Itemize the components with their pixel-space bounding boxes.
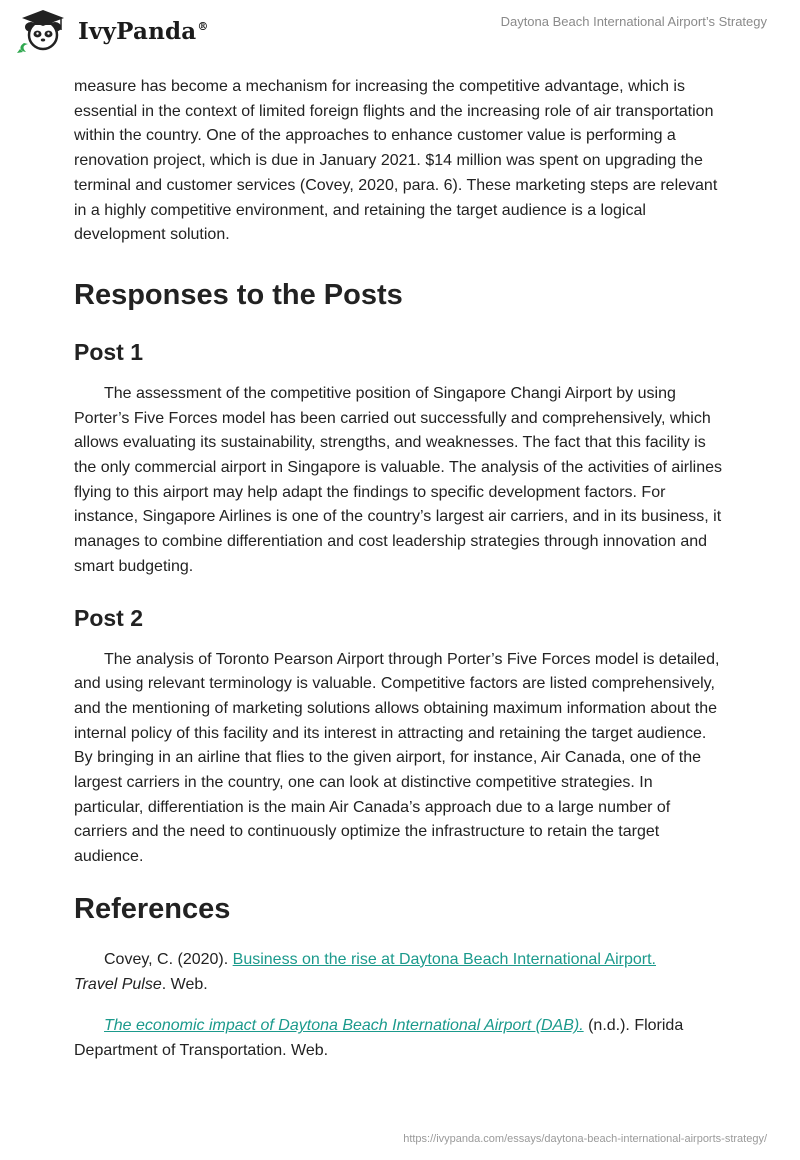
reference-fdot: The economic impact of Daytona Beach International Airport (DAB). (n.d.). Florida Department of Transportation. Web. xyxy=(74,1017,684,1059)
post-1-paragraph: The assessment of the competitive position of Singapore Changi Airport by using Porter’s Five Forces model has been carried out successfully and comprehensively, which allows evaluating its sustainability, strengths, and weaknesses. The fact that this facility is the only commercial airport in Singapore is valuable. The analysis of the activities of airlines flying to this airport may help adapt the findings to specific development factors. For instance, Singapore Airlines is one of the country’s largest air carriers, and in its business, it manages to combine differentiation and cost leadership strategies through innovation and smart budgeting. xyxy=(74,384,723,575)
responses-heading: Responses to the Posts xyxy=(74,278,403,311)
reference-covey-link[interactable]: Business on the rise at Daytona Beach International Airport. xyxy=(232,950,656,968)
post-2-heading: Post 2 xyxy=(74,604,144,631)
document-title: Daytona Beach International Airport’s Strategy xyxy=(500,14,767,29)
reference-fdot-link[interactable]: The economic impact of Daytona Beach International Airport (DAB). xyxy=(104,1017,584,1035)
references-heading: References xyxy=(74,892,231,925)
panda-graduate-icon xyxy=(14,8,72,54)
footer-url: https://ivypanda.com/essays/daytona-beach-international-airports-strategy/ xyxy=(403,1133,767,1145)
post-2-paragraph: The analysis of Toronto Pearson Airport through Porter’s Five Forces model is detailed, and using relevant terminology is valuable. Competitive factors are listed comprehensively, and the mentioning of marketing solutions allows obtaining maximum information about the internal policy of this facility and its interest in attracting and retaining the target audience. By bringing in an airline that flies to the given airport, for instance, Air Canada, one of the largest carriers in the country, one can look at distinctive competitive strategies. In particular, differentiation is the main Air Canada’s approach due to a large number of carriers and the need to continuously optimize the infrastructure to retain the target audience. xyxy=(74,650,720,866)
brand-logo[interactable] xyxy=(14,8,209,54)
essay-content xyxy=(74,75,726,1064)
page-header xyxy=(0,0,800,64)
reference-covey: Covey, C. (2020). Business on the rise at Daytona Beach International Airport. Travel Pulse. Web. xyxy=(74,950,656,993)
reference-covey-journal: Travel Pulse xyxy=(74,975,162,993)
intro-paragraph: measure has become a mechanism for increasing the competitive advantage, which is essential in the context of limited foreign flights and the increasing role of air transportation within the country. One of the approaches to enhance customer value is performing a renovation project, which is due in January 2021. $14 million was spent on upgrading the terminal and customer services (Covey, 2020, para. 6). These marketing steps are relevant in a highly competitive environment, and retaining the target audience is a logical development solution. xyxy=(74,78,718,244)
brand-name: IvyPanda® xyxy=(78,17,209,45)
post-1-heading: Post 1 xyxy=(74,338,144,365)
